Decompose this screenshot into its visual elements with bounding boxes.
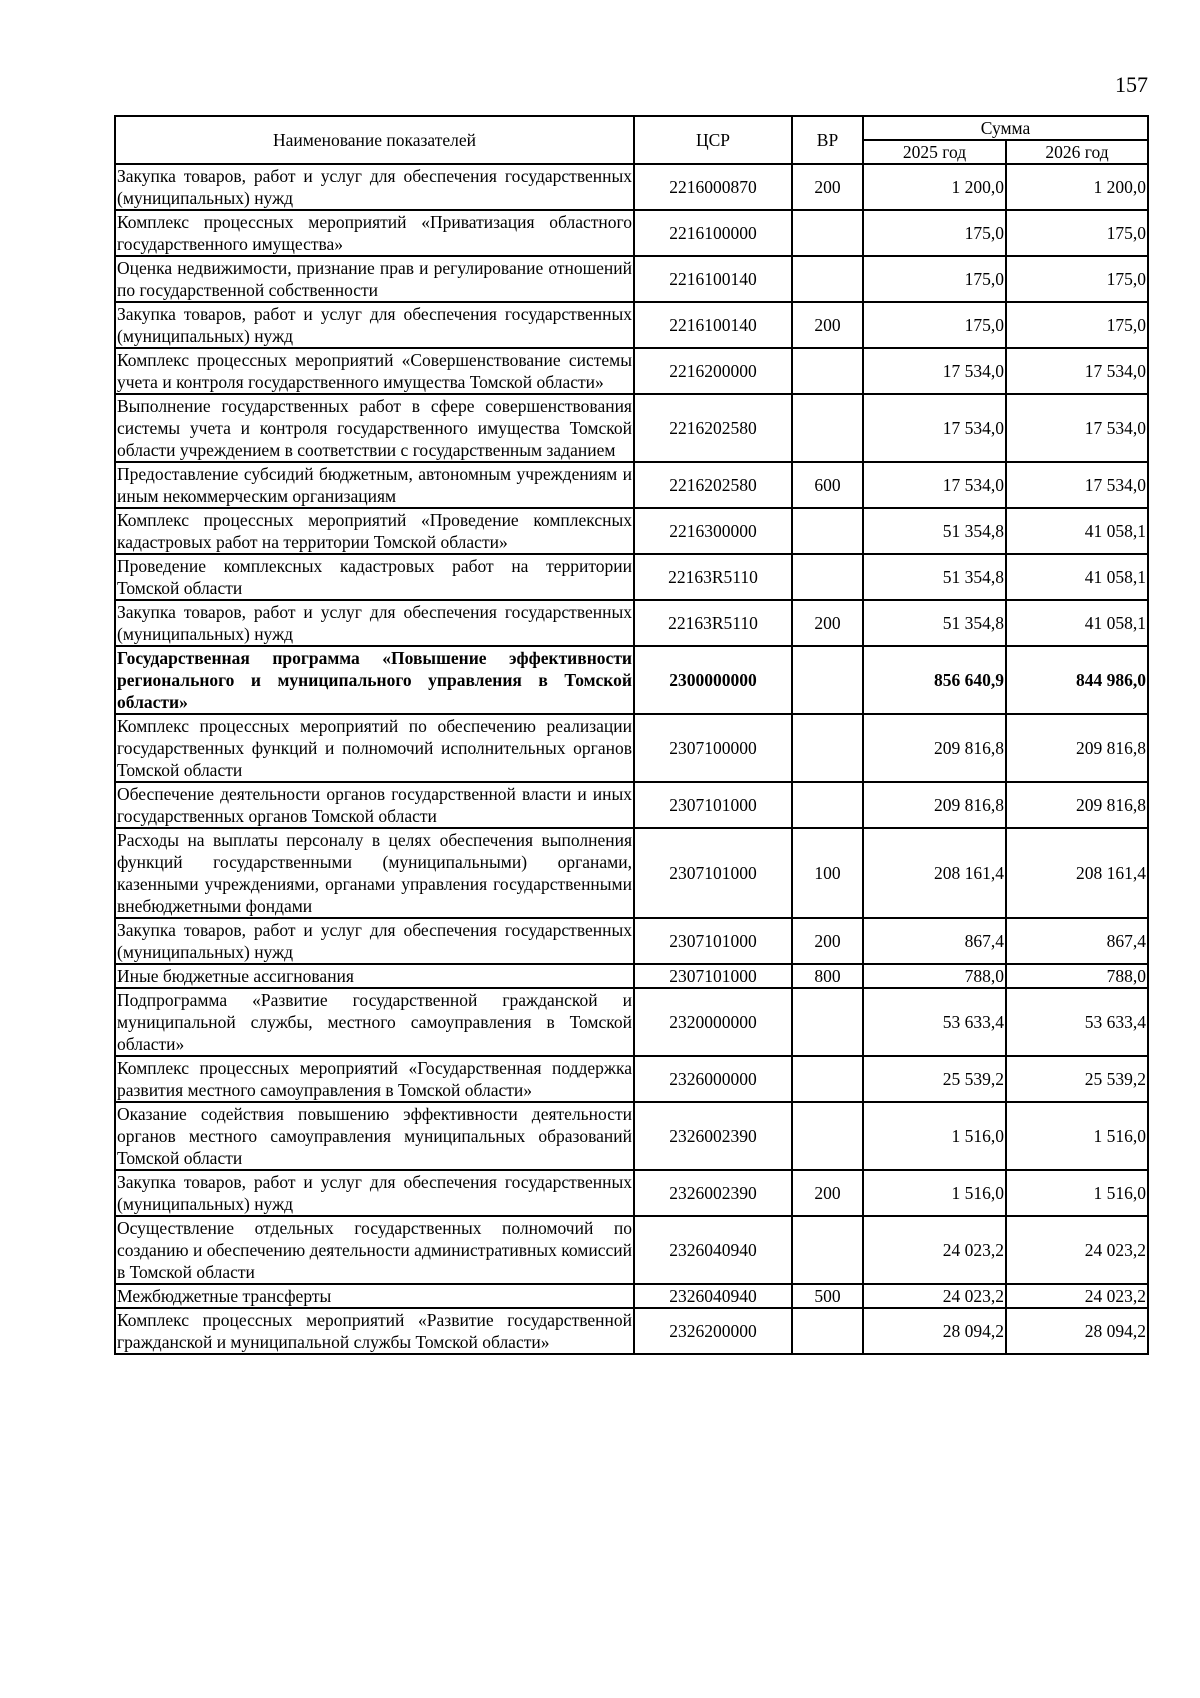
- row-vr: [792, 394, 863, 462]
- header-csr: ЦСР: [634, 116, 792, 164]
- row-name: Комплекс процессных мероприятий «Государственная поддержка развития местного самоуправления в Томской области»: [117, 1058, 632, 1100]
- table-row: [115, 462, 1148, 508]
- row-name: Комплекс процессных мероприятий «Приватизация областного государственного имущества»: [117, 212, 632, 254]
- table-row: [115, 256, 1148, 302]
- row-sum-2025: 208 161,4: [863, 828, 1006, 918]
- row-name: Подпрограмма «Развитие государственной гражданской и муниципальной службы, местного самоуправления в Томской области»: [117, 990, 632, 1054]
- row-name: Проведение комплексных кадастровых работ на территории Томской области: [117, 556, 632, 598]
- table-row: [115, 1056, 1148, 1102]
- row-sum-2026: 208 161,4: [1006, 828, 1148, 918]
- row-csr: 2326002390: [634, 1170, 792, 1216]
- row-csr: 2216300000: [634, 508, 792, 554]
- row-name: Иные бюджетные ассигнования: [115, 964, 634, 988]
- table-row: [115, 394, 1148, 462]
- table-row: [115, 600, 1148, 646]
- row-csr: 2307100000: [634, 714, 792, 782]
- row-sum-2025: 25 539,2: [863, 1056, 1006, 1102]
- row-vr: [792, 256, 863, 302]
- row-vr: [792, 554, 863, 600]
- table-row: [115, 782, 1148, 828]
- row-sum-2026: 53 633,4: [1006, 988, 1148, 1056]
- row-name: Закупка товаров, работ и услуг для обеспечения государственных (муниципальных) нужд: [117, 304, 632, 346]
- row-csr: 2320000000: [634, 988, 792, 1056]
- table-row: [115, 1308, 1148, 1354]
- row-name: Осуществление отдельных государственных полномочий по созданию и обеспечению деятельности административных комиссий в Томской области: [117, 1218, 632, 1282]
- row-csr: 22163R5110: [634, 554, 792, 600]
- row-sum-2025: 24 023,2: [863, 1284, 1006, 1308]
- row-sum-2025: 175,0: [863, 256, 1006, 302]
- table-row: [115, 348, 1148, 394]
- row-csr: 2216100140: [634, 302, 792, 348]
- table-row: [115, 1216, 1148, 1284]
- row-vr: 500: [792, 1284, 863, 1308]
- row-vr: 600: [792, 462, 863, 508]
- table-row: [115, 964, 1148, 988]
- row-sum-2025: 51 354,8: [863, 600, 1006, 646]
- table-header: [115, 116, 1148, 164]
- table-row: [115, 164, 1148, 210]
- row-csr: 2326040940: [634, 1284, 792, 1308]
- row-sum-2026: 41 058,1: [1006, 508, 1148, 554]
- row-vr: 200: [792, 302, 863, 348]
- row-vr: 200: [792, 164, 863, 210]
- page-number: 157: [1115, 72, 1148, 97]
- table-row: [115, 988, 1148, 1056]
- row-vr: 200: [792, 918, 863, 964]
- row-sum-2026: 175,0: [1006, 210, 1148, 256]
- row-vr: 200: [792, 1170, 863, 1216]
- row-sum-2025: 209 816,8: [863, 782, 1006, 828]
- row-sum-2025: 175,0: [863, 302, 1006, 348]
- row-sum-2025: 788,0: [863, 964, 1006, 988]
- row-sum-2025: 28 094,2: [863, 1308, 1006, 1354]
- row-sum-2025: 1 200,0: [863, 164, 1006, 210]
- row-csr: 2307101000: [634, 782, 792, 828]
- row-csr: 2307101000: [634, 918, 792, 964]
- table-row: [115, 918, 1148, 964]
- row-name: Расходы на выплаты персоналу в целях обеспечения выполнения функций государственными (муниципальными) органами, казенными учреждениями, органами управления государственными внебюджетными фондами: [117, 830, 632, 916]
- row-sum-2025: 17 534,0: [863, 462, 1006, 508]
- header-year-2025: 2025 год: [863, 140, 1006, 164]
- row-sum-2026: 209 816,8: [1006, 714, 1148, 782]
- row-name: Государственная программа «Повышение эффективности регионального и муниципального управления в Томской области»: [117, 648, 632, 712]
- header-sum: Сумма: [863, 116, 1148, 140]
- row-sum-2026: 17 534,0: [1006, 348, 1148, 394]
- header-name: Наименование показателей: [115, 116, 634, 164]
- row-sum-2026: 17 534,0: [1006, 394, 1148, 462]
- row-sum-2025: 53 633,4: [863, 988, 1006, 1056]
- row-csr: 2326040940: [634, 1216, 792, 1284]
- row-vr: [792, 348, 863, 394]
- budget-table: [114, 115, 1149, 1355]
- row-sum-2025: 867,4: [863, 918, 1006, 964]
- row-vr: [792, 1102, 863, 1170]
- row-name: Оказание содействия повышению эффективности деятельности органов местного самоуправления муниципальных образований Томской области: [117, 1104, 632, 1168]
- row-csr: 2216000870: [634, 164, 792, 210]
- row-sum-2025: 1 516,0: [863, 1102, 1006, 1170]
- table-row: [115, 1102, 1148, 1170]
- row-name: Межбюджетные трансферты: [115, 1284, 634, 1308]
- row-csr: 2216202580: [634, 462, 792, 508]
- row-csr: 2216100140: [634, 256, 792, 302]
- row-vr: 200: [792, 600, 863, 646]
- row-csr: 2307101000: [634, 964, 792, 988]
- table-row: [115, 554, 1148, 600]
- row-sum-2026: 175,0: [1006, 302, 1148, 348]
- row-csr: 2216100000: [634, 210, 792, 256]
- row-csr: 2216202580: [634, 394, 792, 462]
- header-vr: ВР: [792, 116, 863, 164]
- row-sum-2026: 867,4: [1006, 918, 1148, 964]
- row-csr: 2216200000: [634, 348, 792, 394]
- row-name: Выполнение государственных работ в сфере совершенствования системы учета и контроля государственного имущества Томской области учреждением в соответствии с государственным заданием: [117, 396, 632, 460]
- row-sum-2026: 844 986,0: [1006, 646, 1148, 714]
- row-vr: [792, 988, 863, 1056]
- row-sum-2026: 1 516,0: [1006, 1102, 1148, 1170]
- row-csr: 2326002390: [634, 1102, 792, 1170]
- row-sum-2026: 175,0: [1006, 256, 1148, 302]
- row-csr: 2307101000: [634, 828, 792, 918]
- row-vr: [792, 1056, 863, 1102]
- table-row: [115, 1284, 1148, 1308]
- row-sum-2025: 24 023,2: [863, 1216, 1006, 1284]
- row-vr: [792, 210, 863, 256]
- row-sum-2025: 209 816,8: [863, 714, 1006, 782]
- row-sum-2025: 17 534,0: [863, 348, 1006, 394]
- table-row: [115, 508, 1148, 554]
- table-row: [115, 1170, 1148, 1216]
- row-vr: 800: [792, 964, 863, 988]
- row-vr: [792, 1216, 863, 1284]
- row-sum-2026: 788,0: [1006, 964, 1148, 988]
- row-sum-2026: 28 094,2: [1006, 1308, 1148, 1354]
- row-sum-2026: 209 816,8: [1006, 782, 1148, 828]
- row-csr: 22163R5110: [634, 600, 792, 646]
- row-vr: [792, 508, 863, 554]
- row-sum-2026: 17 534,0: [1006, 462, 1148, 508]
- row-sum-2026: 24 023,2: [1006, 1216, 1148, 1284]
- row-sum-2026: 1 200,0: [1006, 164, 1148, 210]
- row-vr: 100: [792, 828, 863, 918]
- row-name: Предоставление субсидий бюджетным, автономным учреждениям и иным некоммерческим организациям: [117, 464, 632, 506]
- row-vr: [792, 646, 863, 714]
- row-name: Комплекс процессных мероприятий «Развитие государственной гражданской и муниципальной службы Томской области»: [117, 1310, 632, 1352]
- row-name: Закупка товаров, работ и услуг для обеспечения государственных (муниципальных) нужд: [117, 166, 632, 208]
- row-name: Комплекс процессных мероприятий «Проведение комплексных кадастровых работ на территории Томской области»: [117, 510, 632, 552]
- row-sum-2025: 1 516,0: [863, 1170, 1006, 1216]
- row-sum-2026: 1 516,0: [1006, 1170, 1148, 1216]
- row-sum-2025: 17 534,0: [863, 394, 1006, 462]
- row-name: Комплекс процессных мероприятий по обеспечению реализации государственных функций и полномочий исполнительных органов Томской области: [117, 716, 632, 780]
- table-row: [115, 210, 1148, 256]
- row-sum-2026: 24 023,2: [1006, 1284, 1148, 1308]
- row-csr: 2326000000: [634, 1056, 792, 1102]
- table-row: [115, 646, 1148, 714]
- row-name: Оценка недвижимости, признание прав и регулирование отношений по государственной собственности: [117, 258, 632, 300]
- row-sum-2025: 175,0: [863, 210, 1006, 256]
- row-vr: [792, 1308, 863, 1354]
- row-sum-2026: 41 058,1: [1006, 554, 1148, 600]
- row-vr: [792, 714, 863, 782]
- row-name: Комплекс процессных мероприятий «Совершенствование системы учета и контроля государственного имущества Томской области»: [117, 350, 632, 392]
- row-name: Закупка товаров, работ и услуг для обеспечения государственных (муниципальных) нужд: [117, 920, 632, 962]
- table-row: [115, 828, 1148, 918]
- row-sum-2025: 51 354,8: [863, 508, 1006, 554]
- header-year-2026: 2026 год: [1006, 140, 1148, 164]
- row-sum-2025: 856 640,9: [863, 646, 1006, 714]
- row-sum-2025: 51 354,8: [863, 554, 1006, 600]
- row-csr: 2300000000: [634, 646, 792, 714]
- row-name: Закупка товаров, работ и услуг для обеспечения государственных (муниципальных) нужд: [117, 602, 632, 644]
- row-csr: 2326200000: [634, 1308, 792, 1354]
- table-row: [115, 302, 1148, 348]
- row-name: Закупка товаров, работ и услуг для обеспечения государственных (муниципальных) нужд: [117, 1172, 632, 1214]
- table-row: [115, 714, 1148, 782]
- row-name: Обеспечение деятельности органов государственной власти и иных государственных органов Томской области: [117, 784, 632, 826]
- row-sum-2026: 41 058,1: [1006, 600, 1148, 646]
- row-vr: [792, 782, 863, 828]
- table-body: [115, 164, 1148, 1354]
- row-sum-2026: 25 539,2: [1006, 1056, 1148, 1102]
